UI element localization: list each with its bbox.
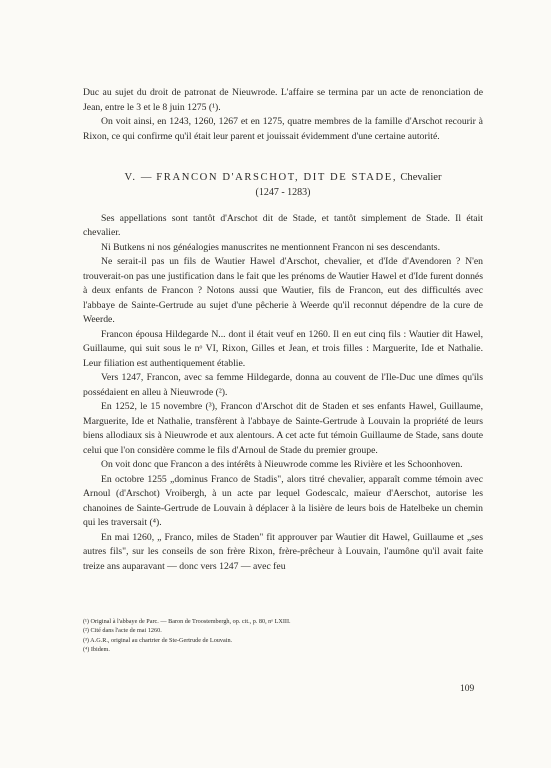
body-paragraph: Ne serait-il pas un fils de Wautier Hawel d'Arschot, chevalier, et d'Ide d'Avendoren ? N'en trouverait-on pas une justification dans le fait que les prénoms de Wautier Hawel et d'Ide furent donnés à deux enfants de Francon ? Notons aussi que Wautier, fils de Francon, eut des difficultés avec l'abbaye de Sainte-Gertrude au sujet d'une pêcherie à Weerde qu'il reconnut dépendre de la cure de Weerde. xyxy=(83,256,483,325)
section-name: FRANCON D'ARSCHOT, DIT DE STADE, xyxy=(156,172,398,183)
page-body xyxy=(83,86,483,574)
section-heading xyxy=(83,171,483,186)
page-number: 109 xyxy=(460,684,475,694)
body-paragraph: En 1252, le 15 novembre (³), Francon d'Arschot dit de Staden et ses enfants Hawel, Guillaume, Marguerite, Ide et Nathalie, transfèrent à l'abbaye de Sainte-Gertrude à Louvain la propriété de leurs biens allodiaux sis à Nieuwrode et aux alentours. A cet acte fut témoin Guillaume de Stade, sans doute celui que l'on considère comme le fils d'Arnoul de Stade du premier groupe. xyxy=(83,401,483,456)
body-paragraph: Ses appellations sont tantôt d'Arschot dit de Stade, et tantôt simplement de Stade. Il était chevalier. xyxy=(83,212,483,238)
footnote: (³) A.G.R., original au chartrier de Ste-Gertrude de Louvain. xyxy=(83,636,233,644)
opening-paragraph: Duc au sujet du droit de patronat de Nieuwrode. L'affaire se termina par un acte de renonciation de Jean, entre le 3 et le 8 juin 1275 (¹). xyxy=(83,87,483,113)
body-paragraph: En octobre 1255 „dominus Franco de Stadis", alors titré chevalier, apparaît comme témoin avec Arnoul (d'Arschot) Vroibergh, à un acte par lequel Godescalc, maïeur d'Aerschot, autorise les chanoines de Sainte-Gertrude de Louvain à déplacer à la lisière de leurs bois de Hatelbeke un chemin qui les traversait (⁴). xyxy=(83,473,483,528)
section-number: V. — xyxy=(124,172,154,183)
footnote: (²) Cité dans l'acte de mai 1260. xyxy=(83,627,162,635)
body-paragraph: Vers 1247, Francon, avec sa femme Hildegarde, donna au couvent de l'Ile-Duc une dîmes qu'ils possédaient en alleu à Nieuwrode (²). xyxy=(83,372,483,398)
body-paragraph: On voit donc que Francon a des intérêts à Nieuwrode comme les Rivière et les Schoonhoven. xyxy=(101,459,463,470)
footnotes xyxy=(83,617,483,654)
body-paragraph: En mai 1260, „ Franco, miles de Staden" fit approuver par Wautier dit Hawel, Guillaume et „ses autres fils", sur les conseils de son frère Rixon, frère-prêcheur à Louvain, l'aumône qu'il avait faite treize ans auparavant — donc vers 1247 — avec feu xyxy=(83,531,483,572)
section-rank: Chevalier xyxy=(400,172,442,183)
body-paragraph: Ni Butkens ni nos généalogies manuscrites ne mentionnent Francon ni ses descendants. xyxy=(101,241,440,253)
footnote: (¹) Original à l'abbaye de Parc. — Baron de Troostembergh, op. cit., p. 80, nᵒ LXIII. xyxy=(83,618,291,625)
section-dates: (1247 - 1283) xyxy=(255,186,311,198)
footnote: (⁴) Ibidem. xyxy=(83,645,110,653)
opening-paragraph: On voit ainsi, en 1243, 1260, 1267 et en 1275, quatre membres de la famille d'Arschot recourir à Rixon, ce qui confirme qu'il était leur parent et jouissait évidemment d'une certaine autorité. xyxy=(83,116,483,142)
body-paragraph: Francon épousa Hildegarde N... dont il était veuf en 1260. Il en eut cinq fils : Wautier dit Hawel, Guillaume, qui suit sous le nᵒ VI, Rixon, Gilles et Jean, et trois filles : Marguerite, Ide et Nathalie. Leur filiation est authentiquement établie. xyxy=(83,328,483,369)
